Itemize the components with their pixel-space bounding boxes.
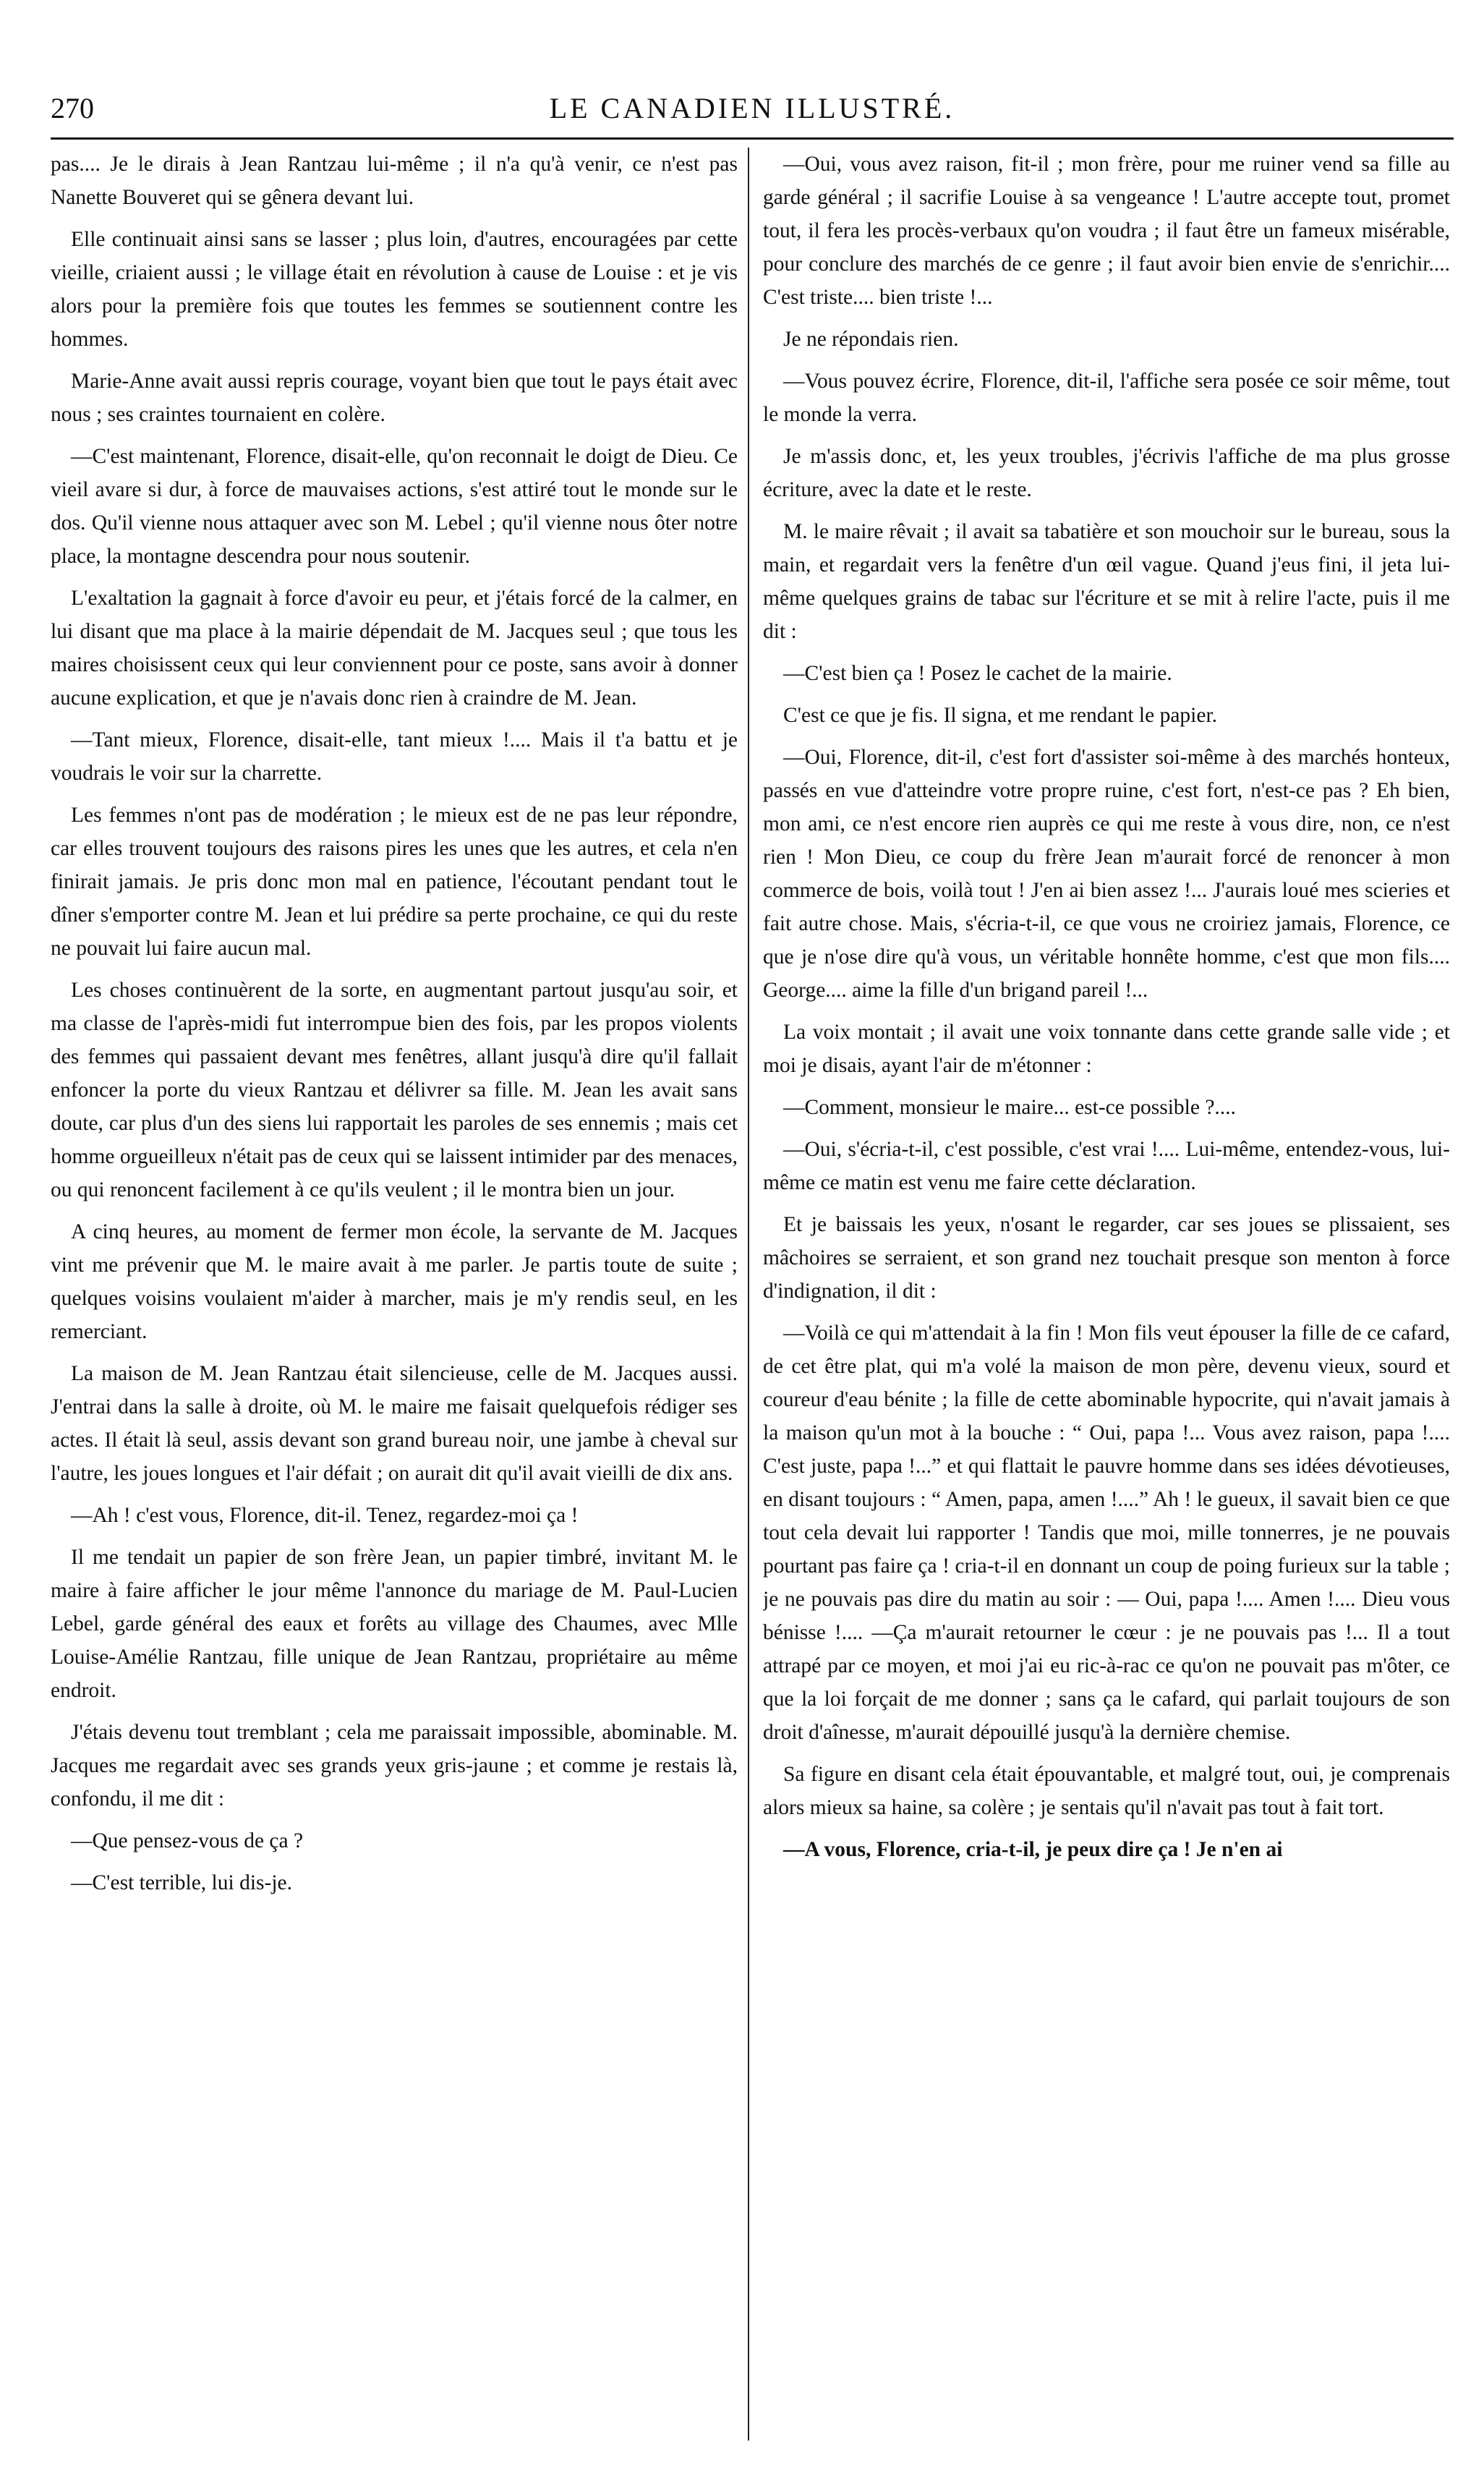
paragraph: Je ne répondais rien. xyxy=(783,328,959,351)
paragraph: pas.... Je le dirais à Jean Rantzau lui-même ; il n'a qu'à venir, ce n'est pas Nanette Bouveret qui se gênera devant lui. xyxy=(51,153,738,209)
paragraph: J'étais devenu tout tremblant ; cela me paraissait impossible, abominable. M. Jacques me regardait avec ses grands yeux gris-jaune ; et comme je restais là, confondu, il me dit : xyxy=(51,1721,738,1810)
page-number: 270 xyxy=(51,92,94,124)
paragraph: —Tant mieux, Florence, disait-elle, tant mieux !.... Mais il t'a battu et je voudrais le voir sur la charrette. xyxy=(51,728,738,785)
paragraph: L'exaltation la gagnait à force d'avoir eu peur, et j'étais forcé de la calmer, en lui disant que ma place à la mairie dépendait de M. Jacques seul ; que tous les maires choisissent ceux qui leur conviennent pour ce poste, sans avoir à donner aucune explication, et que je n'avais donc rien à craindre de M. Jean. xyxy=(51,587,738,710)
paragraph: —Oui, vous avez raison, fit-il ; mon frère, pour me ruiner vend sa fille au garde général ; il sacrifie Louise à sa vengeance ! L'autre accepte tout, promet tout, il fera les procès-verbaux qu'on voudra ; il faut être un fameux misérable, pour conclure des marchés de ce genre ; il faut avoir bien envie de s'enrichir.... C'est triste.... bien triste !... xyxy=(763,153,1450,309)
paragraph: Les femmes n'ont pas de modération ; le mieux est de ne pas leur répondre, car elles trouvent toujours des raisons pires les unes que les autres, et cela n'en finirait jamais. Je pris donc mon mal en patience, l'écoutant pendant tout le dîner s'emporter contre M. Jean et lui prédire sa perte prochaine, ce qui du reste ne pouvait lui faire aucun mal. xyxy=(51,804,738,960)
paragraph: —Oui, s'écria-t-il, c'est possible, c'est vrai !.... Lui-même, entendez-vous, lui-même ce matin est venu me faire cette déclaration. xyxy=(763,1138,1450,1194)
paragraph: —Ah ! c'est vous, Florence, dit-il. Tenez, regardez-moi ça ! xyxy=(71,1504,579,1527)
column-divider xyxy=(748,148,749,2441)
paragraph: —Voilà ce qui m'attendait à la fin ! Mon fils veut épouser la fille de ce cafard, de cet être plat, qui m'a volé la maison de mon père, devenu vieux, sourd et coureur d'eau bénite ; la fille de cette abominable hypocrite, qui n'avait jamais à la maison qu'un mot à la bouche : “ Oui, papa !... Vous avez raison, papa !.... C'est juste, papa !...” et qui flattait le pauvre homme dans ses idées dévotieuses, en disant toujours : “ Amen, papa, amen !....” Ah ! le gueux, il savait bien ce que tout cela devait lui rapporter ! Tandis que moi, mille tonnerres, je ne pouvais pourtant pas faire ça ! cria-t-il en donnant un coup de poing furieux sur la table ; je ne pouvais pas dire du matin au soir : — Oui, papa !.... Amen !.... Dieu vous bénisse !.... —Ça m'aurait retourner le cœur : je ne pouvais pas !... Il a tout attrapé par ce moyen, et moi j'ai eu ric-à-rac ce qu'on ne pouvait pas m'ôter, ce que la loi forçait de me donner ; sans ça le cafard, qui parlait toujours de son droit d'aînesse, m'aurait dépouillé jusqu'à la dernière chemise. xyxy=(763,1322,1450,1744)
right-column xyxy=(763,148,1450,2441)
paragraph: Je m'assis donc, et, les yeux troubles, j'écrivis l'affiche de ma plus grosse écriture, avec la date et le reste. xyxy=(763,445,1450,501)
newspaper-page xyxy=(51,87,1454,2445)
running-title: LE CANADIEN ILLUSTRÉ. xyxy=(549,92,955,124)
paragraph: —C'est maintenant, Florence, disait-elle, qu'on reconnait le doigt de Dieu. Ce vieil avare si dur, à force de mauvaises actions, s'est attiré tout le monde sur le dos. Qu'il vienne nous attaquer avec son M. Lebel ; qu'il vienne nous ôter notre place, la montagne descendra pour nous soutenir. xyxy=(51,445,738,568)
paragraph: —Oui, Florence, dit-il, c'est fort d'assister soi-même à des marchés honteux, passés en vue d'atteindre votre propre ruine, c'est fort, n'est-ce pas ? Eh bien, mon ami, ce n'est encore rien auprès ce qui me reste à vous dire, non, ce n'est rien ! Mon Dieu, ce coup du frère Jean m'aurait forcé de renoncer à mon commerce de bois, voilà tout ! J'en ai bien assez !... J'aurais loué mes scieries et fait autre chose. Mais, s'écria-t-il, ce que vous ne croiriez jamais, Florence, ce que je n'ose dire qu'à vous, un véritable honnête homme, c'est que mon fils.... George.... aime la fille d'un brigand pareil !... xyxy=(763,746,1450,1002)
paragraph: —C'est terrible, lui dis-je. xyxy=(71,1871,292,1894)
paragraph: A cinq heures, au moment de fermer mon école, la servante de M. Jacques vint me prévenir que M. le maire avait à me parler. Je partis toute de suite ; quelques voisins voulaient m'aider à marcher, mais je m'y rendis seul, en les remerciant. xyxy=(51,1220,738,1343)
paragraph: —A vous, Florence, cria-t-il, je peux dire ça ! Je n'en ai xyxy=(783,1838,1283,1861)
paragraph: —Vous pouvez écrire, Florence, dit-il, l'affiche sera posée ce soir même, tout le monde la verra. xyxy=(763,370,1450,426)
paragraph: —C'est bien ça ! Posez le cachet de la mairie. xyxy=(783,662,1172,685)
paragraph: La voix montait ; il avait une voix tonnante dans cette grande salle vide ; et moi je disais, ayant l'air de m'étonner : xyxy=(763,1021,1450,1077)
paragraph: Sa figure en disant cela était épouvantable, et malgré tout, oui, je comprenais alors mieux sa haine, sa colère ; je sentais qu'il n'avait pas tout à fait tort. xyxy=(763,1763,1450,1819)
left-column xyxy=(51,148,738,2441)
paragraph: Elle continuait ainsi sans se lasser ; plus loin, d'autres, encouragées par cette vieille, criaient aussi ; le village était en révolution à cause de Louise : et je vis alors pour la première fois que toutes les femmes se soutiennent contre les hommes. xyxy=(51,228,738,351)
paragraph: Marie-Anne avait aussi repris courage, voyant bien que tout le pays était avec nous ; ses craintes tournaient en colère. xyxy=(51,370,738,426)
paragraph: Il me tendait un papier de son frère Jean, un papier timbré, invitant M. le maire à faire afficher le jour même l'annonce du mariage de M. Paul-Lucien Lebel, garde général des eaux et forêts au village des Chaumes, avec Mlle Louise-Amélie Rantzau, fille unique de Jean Rantzau, propriétaire au même endroit. xyxy=(51,1546,738,1702)
paragraph: La maison de M. Jean Rantzau était silencieuse, celle de M. Jacques aussi. J'entrai dans la salle à droite, où M. le maire me faisait quelquefois rédiger ses actes. Il était là seul, assis devant son grand bureau noir, une jambe à cheval sur l'autre, les joues longues et l'air défait ; on aurait dit qu'il avait vieilli de dix ans. xyxy=(51,1362,738,1485)
paragraph: Les choses continuèrent de la sorte, en augmentant partout jusqu'au soir, et ma classe de l'après-midi fut interrompue bien des fois, par les propos violents des femmes qui passaient devant mes fenêtres, allant jusqu'à dire qu'il fallait enfoncer la porte du vieux Rantzau et délivrer sa fille. M. Jean les avait sans doute, car plus d'un des siens lui rapportait les paroles de ses ennemis ; mais cet homme orgueilleux n'était pas de ceux qui se laissent intimider par des menaces, ou qui renoncent facilement à ce qu'ils veulent ; il le montra bien un jour. xyxy=(51,979,738,1201)
page-header xyxy=(51,87,1454,140)
paragraph: Et je baissais les yeux, n'osant le regarder, car ses joues se plissaient, ses mâchoires se serraient, et son grand nez touchait presque son menton à force d'indignation, il dit : xyxy=(763,1213,1450,1303)
paragraph: —Comment, monsieur le maire... est-ce possible ?.... xyxy=(783,1096,1236,1119)
text-columns xyxy=(51,148,1454,2441)
paragraph: M. le maire rêvait ; il avait sa tabatière et son mouchoir sur le bureau, sous la main, et regardait vers la fenêtre d'un œil vague. Quand j'eus fini, il jeta lui-même quelques grains de tabac sur l'écriture et se mit à relire l'acte, puis il me dit : xyxy=(763,520,1450,643)
paragraph: —Que pensez-vous de ça ? xyxy=(71,1829,304,1852)
paragraph: C'est ce que je fis. Il signa, et me rendant le papier. xyxy=(783,704,1218,727)
